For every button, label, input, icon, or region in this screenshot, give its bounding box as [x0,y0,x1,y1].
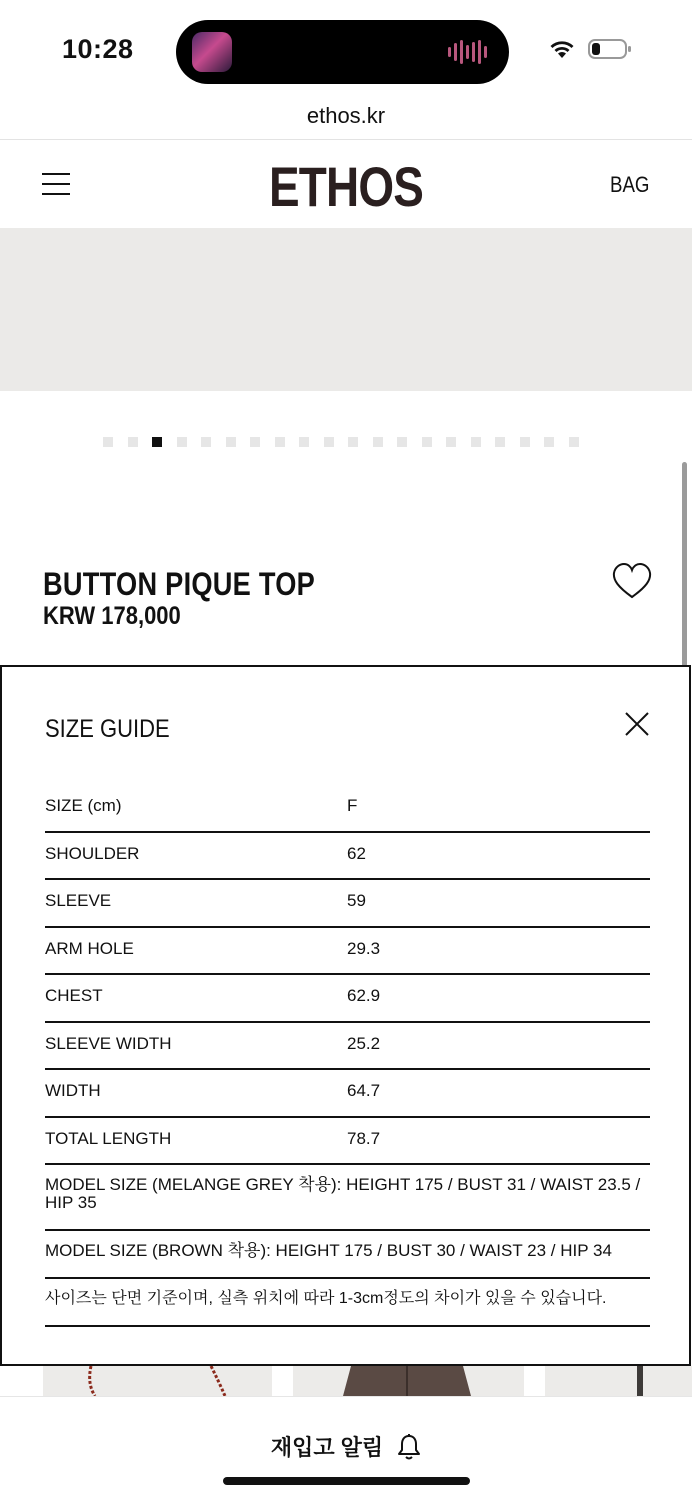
table-row [45,1070,650,1118]
measure-label: TOTAL LENGTH [45,1128,172,1148]
gallery-dot[interactable] [520,437,530,447]
site-logo[interactable]: ETHOS [268,155,424,218]
garment-image [293,1366,524,1396]
product-price: KRW 178,000 [43,602,181,630]
measure-label: SLEEVE WIDTH [45,1033,172,1053]
system-icons [548,38,632,60]
size-disclaimer: 사이즈는 단면 기준이며, 실측 위치에 따라 1-3cm정도의 차이가 있을 수 있습니다. [45,1279,650,1327]
gallery-dot[interactable] [471,437,481,447]
model-size-note-grey: MODEL SIZE (MELANGE GREY 착용): HEIGHT 175 / BUST 31 / WAIST 23.5 / HIP 35 [45,1165,650,1231]
size-guide-modal [0,665,691,1366]
status-time: 10:28 [62,34,134,64]
now-playing-app-icon [192,32,232,72]
gallery-dot[interactable] [250,437,260,447]
gallery-dot[interactable] [152,437,162,447]
measure-label: SHOULDER [45,843,140,863]
heart-icon[interactable] [612,562,652,600]
wifi-icon [548,38,576,60]
gallery-dot[interactable] [446,437,456,447]
measure-value: 64.7 [347,1081,381,1100]
gallery-dot[interactable] [348,437,358,447]
gallery-dot[interactable] [103,437,113,447]
table-row [45,833,650,881]
related-product-thumb[interactable] [43,1366,272,1396]
measure-value: 29.3 [347,938,381,958]
size-header-value: F [347,796,358,815]
gallery-dot[interactable] [299,437,309,447]
measure-value: 25.2 [347,1033,381,1053]
close-icon[interactable] [624,711,650,737]
site-header [0,140,692,228]
gallery-dot[interactable] [397,437,407,447]
table-row [45,975,650,1023]
product-title: BUTTON PIQUE TOP [43,566,316,602]
bell-icon [397,1433,421,1461]
gallery-dot[interactable] [544,437,554,447]
gallery-dot[interactable] [275,437,285,447]
related-product-thumb[interactable] [293,1366,524,1396]
gallery-dot[interactable] [324,437,334,447]
dynamic-island[interactable] [176,20,509,84]
measure-value: 62 [347,843,366,863]
measure-label: CHEST [45,986,103,1005]
table-row [45,880,650,928]
bag-link[interactable]: BAG [609,172,649,197]
related-product-thumb[interactable] [545,1366,692,1396]
size-header-label: SIZE (cm) [45,796,122,815]
necklace-image [43,1366,272,1396]
gallery-dot[interactable] [569,437,579,447]
table-row [45,1023,650,1071]
restock-alert-button[interactable] [0,1431,692,1462]
gallery-dot[interactable] [177,437,187,447]
gallery-pagination [103,437,579,447]
related-products-strip [0,1366,692,1396]
model-size-note-brown: MODEL SIZE (BROWN 착용): HEIGHT 175 / BUST 30 / WAIST 23 / HIP 34 [45,1231,650,1279]
garment-image [545,1366,692,1396]
size-table [45,785,650,1327]
gallery-dot[interactable] [373,437,383,447]
product-image[interactable] [0,228,692,391]
gallery-dot[interactable] [128,437,138,447]
measure-value: 78.7 [347,1128,381,1148]
gallery-dot[interactable] [495,437,505,447]
url-bar[interactable] [0,100,692,140]
measure-value: 62.9 [347,986,381,1005]
table-row [45,928,650,976]
gallery-dot[interactable] [422,437,432,447]
audio-waveform-icon [448,40,487,64]
measure-label: WIDTH [45,1081,101,1100]
size-guide-title: SIZE GUIDE [45,715,170,743]
gallery-dot[interactable] [226,437,236,447]
url-text: ethos.kr [306,103,386,128]
restock-label: 재입고 알림 [270,1435,384,1460]
table-row [45,1118,650,1166]
size-table-header [45,785,650,833]
bottom-action-bar [0,1396,692,1500]
measure-label: ARM HOLE [45,938,134,958]
measure-value: 59 [347,891,366,910]
gallery-dot[interactable] [201,437,211,447]
home-indicator[interactable] [223,1477,470,1485]
battery-icon [588,38,632,60]
measure-label: SLEEVE [45,891,112,910]
status-bar [0,0,692,100]
